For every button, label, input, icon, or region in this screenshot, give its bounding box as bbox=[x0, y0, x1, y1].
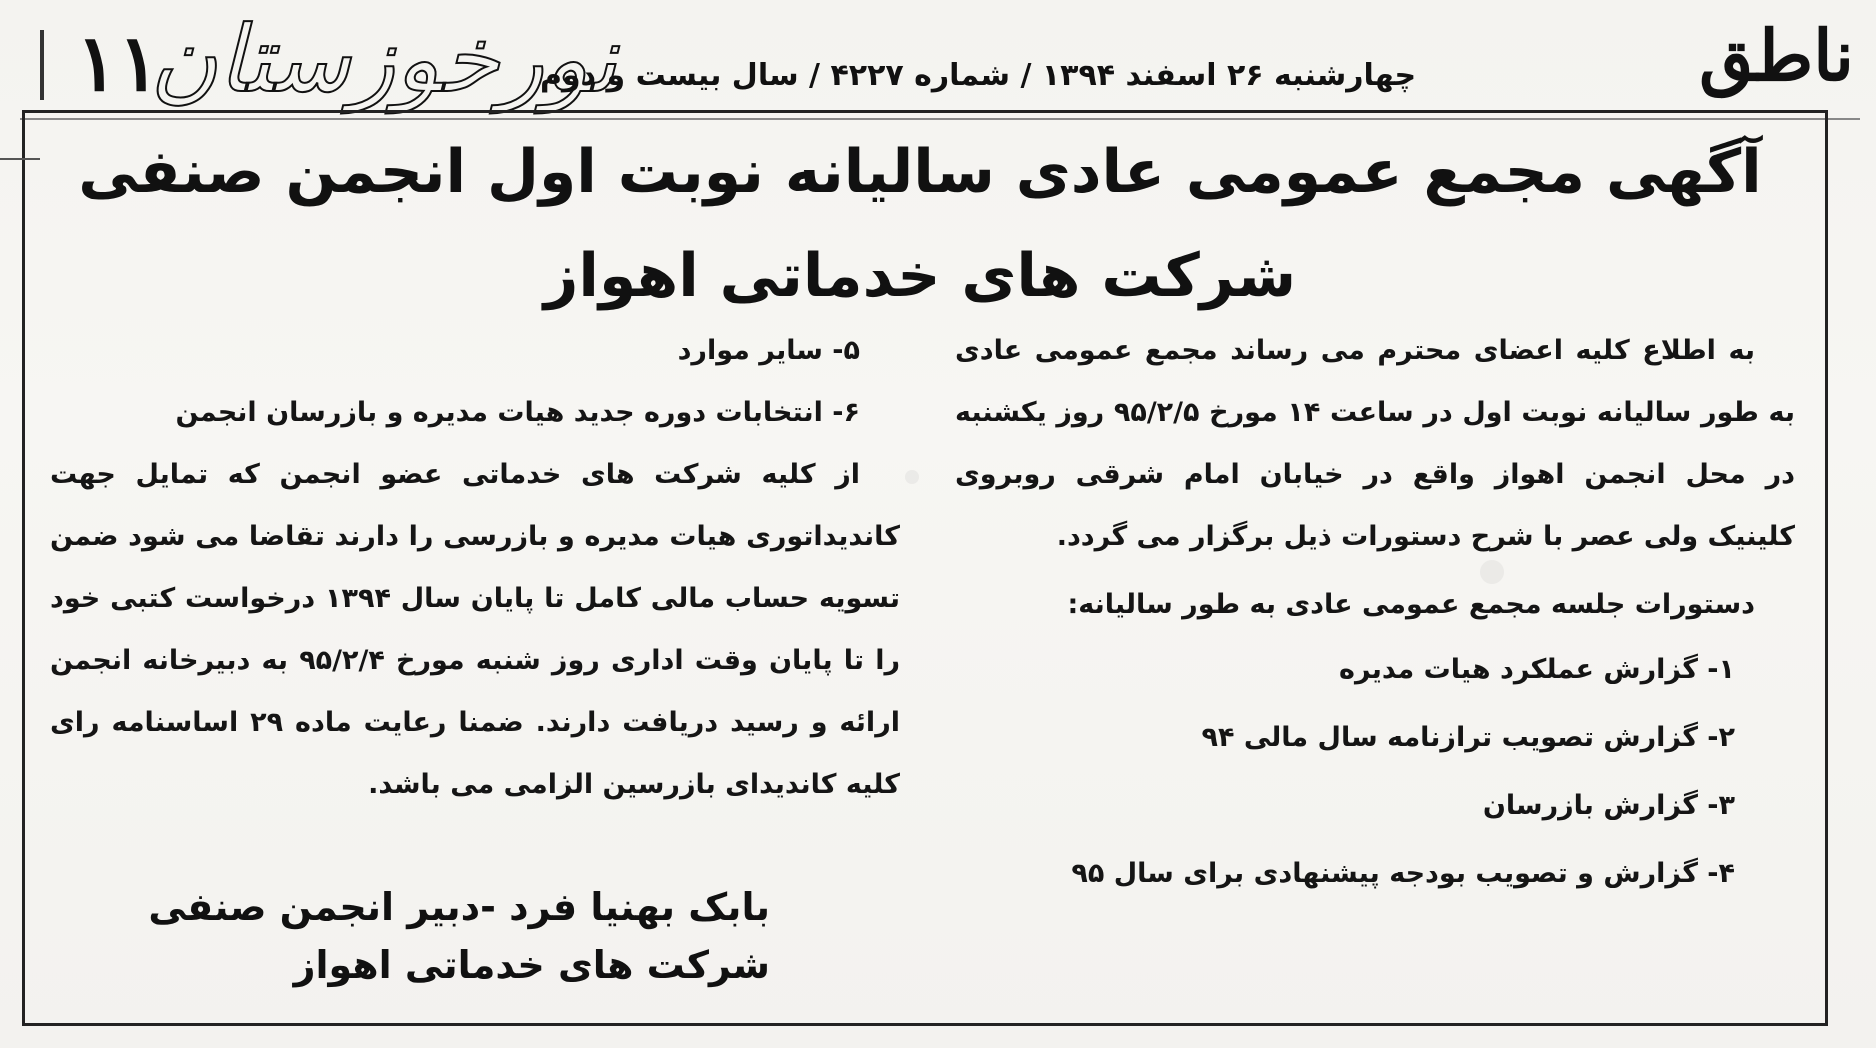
agenda-item: ۴- گزارش و تصویب بودجه پیشنهادی برای سال ۹۵ bbox=[1071, 858, 1735, 889]
masthead bbox=[20, 0, 1860, 120]
right-column bbox=[955, 320, 1795, 908]
issue-date-line: چهارشنبه ۲۶ اسفند ۱۳۹۴ / شماره ۴۲۲۷ / سال بیست و دوم bbox=[540, 58, 1417, 93]
margin-tick bbox=[0, 158, 40, 160]
ad-title: آگهی مجمع عمومی عادی سالیانه نوبت اول انجمن صنفی شرکت های خدماتی اهواز bbox=[78, 137, 1762, 311]
agenda-item: ۶- انتخابات دوره جدید هیات مدیره و بازرسان انجمن bbox=[175, 397, 860, 428]
adjacent-page-fragment: ناطق bbox=[1699, 14, 1854, 97]
print-smudge bbox=[905, 470, 919, 484]
intro-paragraph: به اطلاع کلیه اعضای محترم می رساند مجمع عمومی عادی به طور سالیانه نوبت اول در ساعت ۱۴ مورخ ۹۵/۲/۵ روز یکشنبه در محل انجمن اهواز واقع در خیابان امام شرقی روبروی کلینیک ولی عصر با شرح دستورات ذیل برگزار می گردد. bbox=[955, 335, 1795, 552]
agenda-item: ۱- گزارش عملکرد هیات مدیره bbox=[1339, 654, 1735, 685]
newspaper-name: نورخوزستان bbox=[150, 6, 617, 113]
agenda-item: ۵- سایر موارد bbox=[677, 335, 860, 366]
page-edge-bar bbox=[40, 30, 44, 100]
agenda-item: ۳- گزارش بازرسان bbox=[1482, 790, 1735, 821]
page-number: ۱۱ bbox=[76, 18, 160, 109]
agenda-item: ۲- گزارش تصویب ترازنامه سال مالی ۹۴ bbox=[1201, 722, 1735, 753]
print-smudge bbox=[1480, 560, 1504, 584]
left-column bbox=[50, 320, 900, 816]
signature-block: بابک بهنیا فرد -دبیر انجمن صنفی شرکت های خدماتی اهواز bbox=[148, 885, 770, 987]
candidacy-paragraph: از کلیه شرکت های خدماتی عضو انجمن که تمایل جهت کاندیداتوری هیات مدیره و بازرسی را دارند تقاضا می شود ضمن تسویه حساب مالی کامل تا پایان سال ۱۳۹۴ درخواست کتبی خود را تا پایان وقت اداری روز شنبه مورخ ۹۵/۲/۴ به دبیرخانه انجمن ارائه و رسید دریافت دارند. ضمنا رعایت ماده ۲۹ اساسنامه رای کلیه کاندیدای بازرسین الزامی می باشد. bbox=[50, 459, 900, 800]
agenda-heading: دستورات جلسه مجمع عمومی عادی به طور سالیانه: bbox=[1067, 589, 1755, 620]
